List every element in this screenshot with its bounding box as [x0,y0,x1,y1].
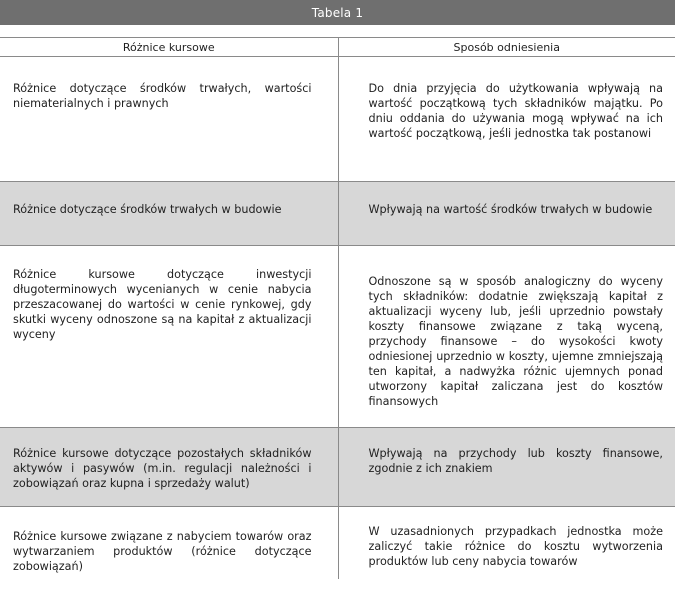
exchange-differences-table [0,37,675,579]
table-row [0,182,675,246]
header-exchange-differences: Różnice kursowe [0,38,338,57]
table-title: Tabela 1 [0,0,675,25]
row-1-treatment: Do dnia przyjęcia do użytkowania wpływają na wartość początkową tych składników majątku. Po dniu oddania do używania mogą wpływać na ich wartość początkową, jeśli jednostka tak postanowi [368,82,663,140]
row-5-difference: Różnice kursowe związane z nabyciem towarów oraz wytwarzaniem produktów (różnice dotyczące zobowiązań) [0,507,338,579]
table-row [0,507,675,579]
row-4-difference: Różnice kursowe dotyczące pozostałych składników aktywów i pasywów (m.in. regulacji należności i zobowiązań oraz kupna i sprzedaży walut) [0,428,338,507]
row-1-difference: Różnice dotyczące środków trwałych, wartości niematerialnych i prawnych [0,57,338,182]
row-3-difference: Różnice kursowe dotyczące inwestycji długoterminowych wycenianych w cenie nabycia przeszacowanej do wartości w cenie rynkowej, gdy skutki wyceny odnoszone są na kapitał z aktualizacji wyceny [0,246,338,428]
row-2-treatment: Wpływają na wartość środków trwałych w budowie [338,182,675,246]
header-treatment-method: Sposób odniesienia [338,38,675,57]
row-5-treatment: W uzasadnionych przypadkach jednostka może zaliczyć takie różnice do kosztu wytworzenia produktów lub ceny nabycia towarów [338,507,675,579]
table-row [0,246,675,428]
table-header-row [0,38,675,57]
table-row [0,57,675,182]
row-3-treatment: Odnoszone są w sposób analogiczny do wyceny tych składników: dodatnie zwiększają kapitał z aktualizacji wyceny lub, jeśli uprzednio powstały koszty finansowe związane z taką wyceną, przychody finansowe – do wysokości kwoty odniesionej uprzednio w koszty, ujemne zmniejszają ten kapitał, a nadwyżka różnic ujemnych ponad utworzony kapitał zaliczana jest do kosztów finansowych [338,246,675,428]
row-4-treatment: Wpływają na przychody lub koszty finansowe, zgodnie z ich znakiem [338,428,675,507]
row-2-difference: Różnice dotyczące środków trwałych w budowie [0,182,338,246]
table-row [0,428,675,507]
